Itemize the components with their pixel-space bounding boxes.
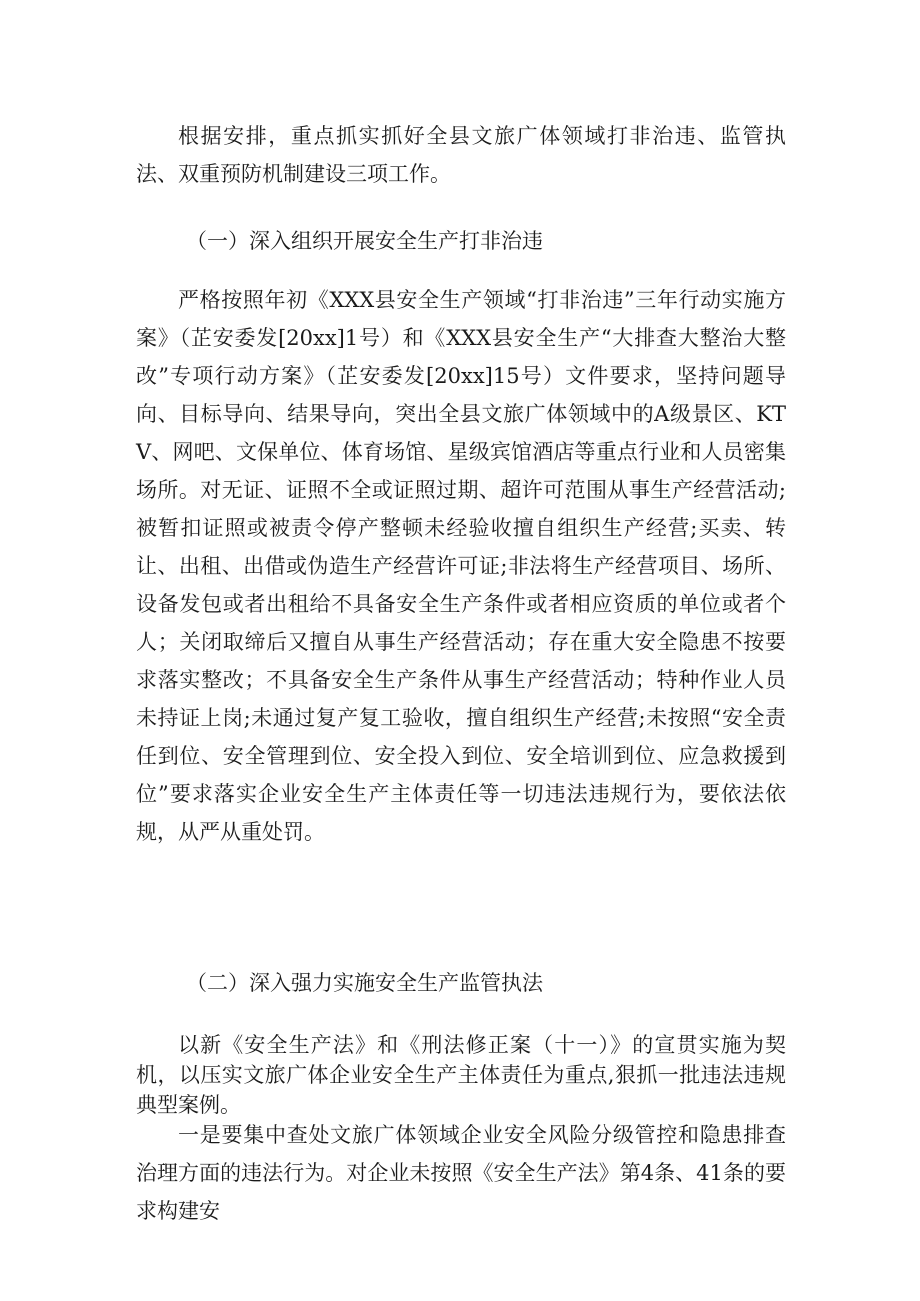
- section-heading-1: （一）深入组织开展安全生产打非治违: [186, 229, 543, 253]
- intro-paragraph: 根据安排，重点抓实抓好全县文旅广体领域打非治违、监管执法、双重预防机制建设三项工作。: [136, 124, 786, 186]
- section-heading-2: （二）深入强力实施安全生产监管执法: [186, 971, 543, 995]
- section-2-item-1-paragraph: 一是要集中查处文旅广体领域企业安全风险分级管控和隐患排查治理方面的违法行为。对企业未按照《安全生产法》第4条、41条的要求构建安: [136, 1123, 786, 1223]
- section-1-paragraph: 严格按照年初《XXX县安全生产领域“打非治违”三年行动实施方案》（芷安委发[20xx]1号）和《XXX县安全生产“大排查大整治大整改”专项行动方案》（芷安委发[20xx]15号）文件要求，坚持问题导向、目标导向、结果导向，突出全县文旅广体领域中的A级景区、KTV、网吧、文保单位、体育场馆、星级宾馆酒店等重点行业和人员密集场所。对无证、证照不全或证照过期、超许可范围从事生产经营活动;被暂扣证照或被责令停产整顿未经验收擅自组织生产经营;买卖、转让、出租、出借或伪造生产经营许可证;非法将生产经营项目、场所、设备发包或者出租给不具备安全生产条件或者相应资质的单位或者个人；关闭取缔后又擅自从事生产经营活动；存在重大安全隐患不按要求落实整改；不具备安全生产条件从事生产经营活动；特种作业人员未持证上岗;未通过复产复工验收，擅自组织生产经营;未按照“安全责任到位、安全管理到位、安全投入到位、安全培训到位、应急救援到位”要求落实企业安全生产主体责任等一切违法违规行为，要依法依规，从严从重处罚。: [136, 288, 786, 844]
- section-2-paragraph: 以新《安全生产法》和《刑法修正案（十一）》的宣贯实施为契机，以压实文旅广体企业安全生产主体责任为重点,狠抓一批违法违规典型案例。: [136, 1033, 786, 1117]
